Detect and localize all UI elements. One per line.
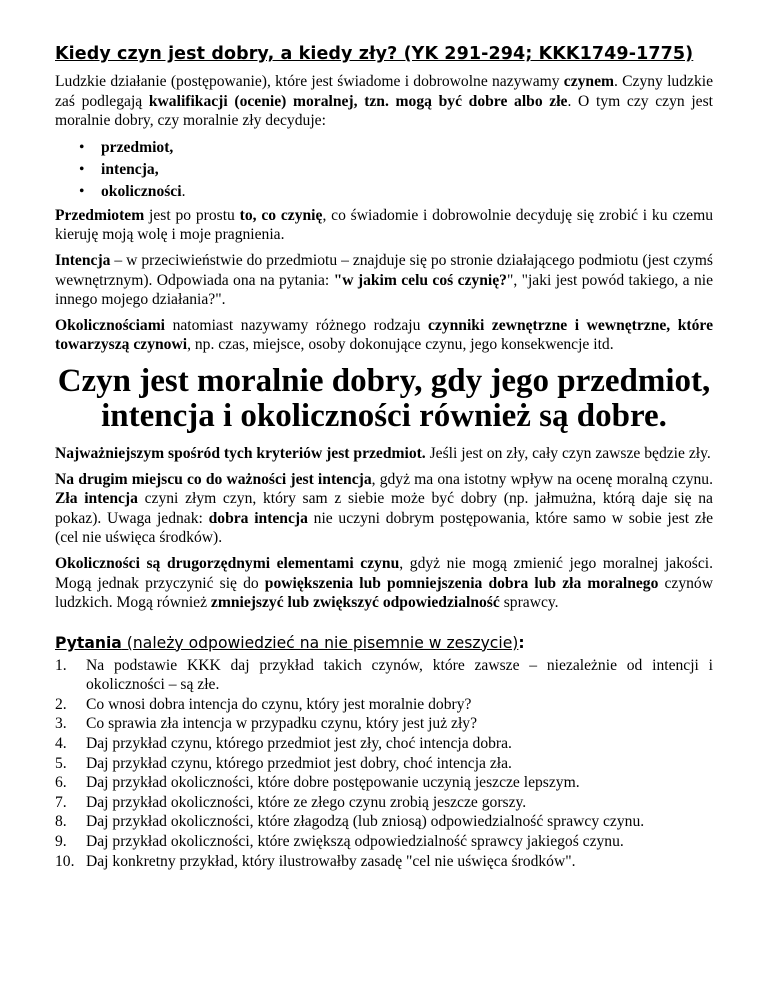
list-item [79, 181, 713, 203]
list-item [55, 734, 713, 754]
question-text: Daj przykład czynu, którego przedmiot jest zły, choć intencja dobra. [86, 735, 512, 753]
przedmiot-paragraph [55, 206, 713, 245]
question-text: Na podstawie KKK daj przykład takich czynów, które zawsze – niezależnie od intencji i okoliczności – są złe. [86, 656, 713, 694]
criteria-label: okoliczności [101, 182, 182, 200]
question-number: 7. [55, 793, 67, 811]
bullet-icon: • [79, 182, 85, 200]
question-number: 1. [55, 656, 67, 674]
drugorzedne-text-3: sprawcy. [499, 594, 559, 612]
okolicznosci-text-1: natomiast nazywamy różnego rodzaju [165, 316, 428, 334]
okolicznosci-bold-1: Okolicznościami [55, 316, 166, 334]
question-number: 4. [55, 735, 67, 753]
question-number: 3. [55, 715, 67, 733]
question-number: 10. [55, 852, 75, 870]
main-rule-heading: Czyn jest moralnie dobry, gdy jego przedmiot, intencja i okoliczności również są dobre. [57, 362, 711, 434]
drugim-bold-2: Zła intencja [55, 490, 138, 508]
criteria-punct: , [169, 138, 174, 156]
intencja-text-2: ", "jaki jest powód takiego, a nie innego mojego działania?". [55, 271, 714, 309]
drugim-text-3: nie uczyni dobrym postępowania, które samo w sobie jest złe (cel nie uświęca środków). [55, 509, 713, 547]
przedmiot-text-2: , co świadomie i dobrowolnie decyduję się zrobić i ku czemu kieruję moją wolę i moje pragnienia. [55, 206, 714, 244]
criteria-label: przedmiot [101, 138, 170, 156]
drugim-bold-3: dobra intencja [208, 509, 308, 527]
list-item [55, 656, 713, 695]
intro-text-3: . O tym czy czyn jest moralnie dobry, czy moralnie zły decyduje: [55, 92, 713, 130]
questions-heading [55, 633, 713, 653]
questions-colon: : [518, 633, 525, 652]
drugim-paragraph [55, 470, 713, 548]
intencja-bold-1: Intencja [55, 251, 111, 269]
list-item [79, 137, 713, 159]
najwazniejszym-text: Jeśli jest on zły, cały czyn zawsze będzie zły. [425, 444, 711, 462]
criteria-label: intencja [101, 160, 155, 178]
criteria-list [55, 137, 713, 203]
question-text: Co sprawia zła intencja w przypadku czynu, który jest już zły? [86, 715, 478, 733]
przedmiot-bold-1: Przedmiotem [55, 206, 145, 224]
question-text: Daj przykład okoliczności, które dobre postępowanie uczynią jeszcze lepszym. [86, 774, 580, 792]
intencja-bold-2: "w jakim celu coś czynię? [333, 271, 507, 289]
criteria-punct: . [181, 182, 186, 200]
najwazniejszym-paragraph [55, 444, 713, 464]
question-text: Daj konkretny przykład, który ilustrowałby zasadę "cel nie uświęca środków". [86, 852, 576, 870]
question-text: Co wnosi dobra intencja do czynu, który jest moralnie dobry? [86, 695, 472, 713]
questions-note: (należy odpowiedzieć na nie pisemnie w zeszycie) [121, 633, 519, 652]
intro-bold-czyn: czynem [563, 73, 615, 90]
okolicznosci-text-2: , np. czas, miejsce, osoby dokonujące czynu, jego konsekwencje itd. [187, 336, 614, 354]
intro-text-1: Ludzkie działanie (postępowanie), które jest świadome i dobrowolne nazywamy [55, 73, 564, 90]
drugorzedne-bold-1: Okoliczności są drugorzędnymi elementami czynu [55, 554, 400, 572]
drugorzedne-paragraph [55, 554, 713, 613]
bullet-icon: • [79, 160, 85, 178]
intro-bold-kwalifikacja: kwalifikacji (ocenie) moralnej, tzn. mogą być dobre albo złe [148, 92, 568, 110]
question-text: Daj przykład okoliczności, które zwiększą odpowiedzialność sprawcy jakiegoś czynu. [86, 833, 624, 851]
intro-paragraph [55, 72, 713, 131]
przedmiot-text-1: jest po prostu [144, 206, 240, 224]
okolicznosci-paragraph [55, 316, 713, 355]
question-number: 8. [55, 813, 67, 831]
list-item [55, 714, 713, 734]
drugorzedne-text-2: czynów ludzkich. Mogą również [55, 574, 713, 612]
intro-text-2: . Czyny ludzkie zaś podlegają [55, 73, 713, 110]
list-item [55, 754, 713, 774]
list-item [55, 695, 713, 715]
questions-label: Pytania [55, 633, 122, 652]
question-number: 2. [55, 695, 67, 713]
question-number: 6. [55, 774, 67, 792]
drugorzedne-text-1: , gdyż nie mogą zmienić jego moralnej jakości. Mogą jednak przyczynić się do [55, 554, 714, 592]
list-item [55, 773, 713, 793]
list-item [79, 159, 713, 181]
drugim-text-1: , gdyż ma ona istotny wpływ na ocenę moralną czynu. [371, 470, 713, 488]
intencja-text-1: – w przeciwieństwie do przedmiotu – znajduje się po stronie działającego podmiotu (jest czymś wewnętrznym). Odpowiada ona na pytania: [55, 251, 713, 289]
question-text: Daj przykład okoliczności, które ze złego czynu zrobią jeszcze gorszy. [86, 793, 527, 811]
drugim-text-2: czyni złym czyn, który sam z siebie może być dobry (np. jałmużna, którą daje się na pokaz). Uwaga jednak: [55, 490, 713, 527]
najwazniejszym-bold: Najważniejszym spośród tych kryteriów jest przedmiot. [55, 444, 426, 462]
question-number: 9. [55, 833, 67, 851]
bullet-icon: • [79, 138, 85, 156]
list-item [55, 832, 713, 852]
drugim-bold-1: Na drugim miejscu co do ważności jest intencja [55, 470, 372, 488]
question-number: 5. [55, 754, 67, 772]
question-text: Daj przykład czynu, którego przedmiot jest dobry, choć intencja zła. [86, 754, 512, 772]
intencja-paragraph [55, 251, 713, 310]
criteria-punct: , [154, 160, 159, 178]
list-item [55, 812, 713, 832]
okolicznosci-bold-2: czynniki zewnętrzne i wewnętrzne, które towarzyszą czynowi [55, 316, 713, 354]
list-item [55, 852, 713, 872]
drugorzedne-bold-3: zmniejszyć lub zwiększyć odpowiedzialność [210, 594, 500, 612]
questions-list [55, 656, 713, 872]
przedmiot-bold-2: to, co czynię [239, 206, 323, 224]
drugorzedne-bold-2: powiększenia lub pomniejszenia dobra lub zła moralnego [264, 574, 659, 592]
question-text: Daj przykład okoliczności, które złagodzą (lub zniosą) odpowiedzialność sprawcy czynu. [86, 813, 645, 831]
page-title: Kiedy czyn jest dobry, a kiedy zły? (YK 291-294; KKK1749-1775) [55, 44, 694, 64]
document-page [55, 42, 713, 871]
list-item [55, 793, 713, 813]
